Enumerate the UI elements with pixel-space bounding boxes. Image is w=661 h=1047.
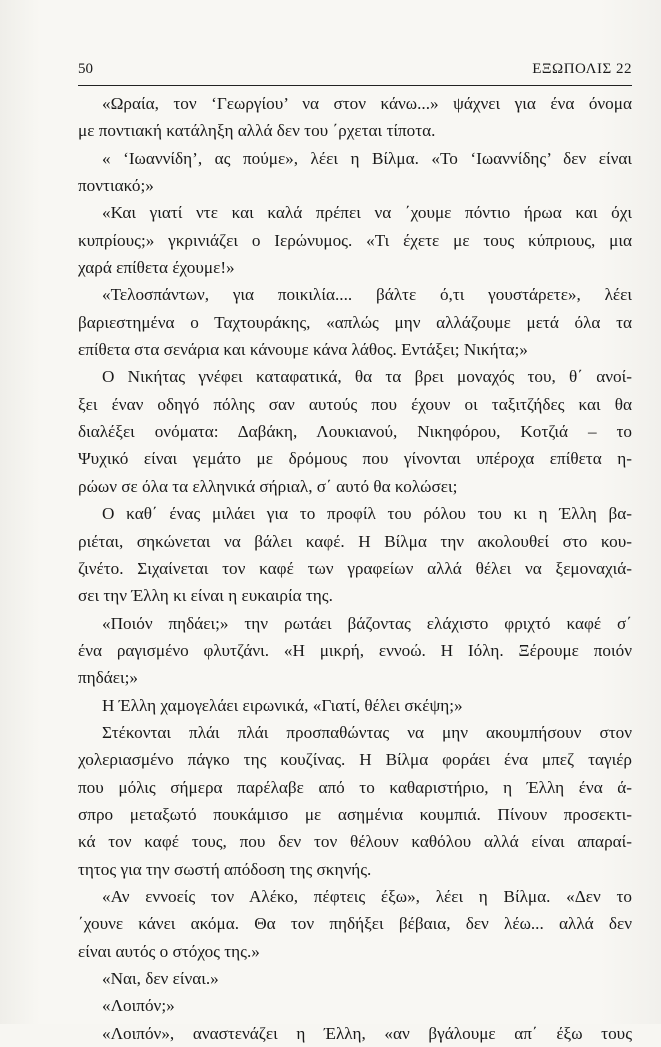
body-text [78,90,632,1047]
text-line: που μόλις σήμερα παρέλαβε από το καθαριστήριο, η Έλλη ένα ά- [78,777,632,797]
text-line: διαλέξει ονόματα: Δαβάκη, Λουκιανού, Νικηφόρου, Κοτζιά – το [78,422,632,442]
text-line: «Λοιπόν», αναστενάζει η Έλλη, «αν βγάλουμε απ΄ έξω τους [102,1023,632,1043]
text-line: πηδάει;» [78,668,138,688]
text-line: επίθετα στα σενάρια και κάνουμε κάνα λάθος. Εντάξει; Νικήτα;» [78,340,528,360]
text-line: τητος για την σωστή απόδοση της σκηνής. [78,859,372,879]
text-line: με ποντιακή κατάληξη αλλά δεν του ΄ρχεται τίποτα. [78,121,436,141]
running-title: ΕΞΩΠΟΛΙΣ 22 [532,61,632,77]
text-line: ριέται, σηκώνεται να βάλει καφέ. Η Βίλμα την ακολουθεί στο κου- [78,531,632,551]
text-line: «Και γιατί ντε και καλά πρέπει να ΄χουμε πόντιο ήρωα και όχι [102,203,632,223]
text-line: Στέκονται πλάι πλάι προσπαθώντας να μην ακουμπήσουν στον [102,722,632,742]
text-line: ρώων σε όλα τα ελληνικά σήριαλ, σ΄ αυτό θα κολώσει; [78,476,458,496]
header-rule [78,85,632,86]
text-line: χολεριασμένο πάγκο της κουζίνας. Η Βίλμα φοράει ένα μπεζ ταγιέρ [78,750,632,770]
page-number: 50 [78,61,93,77]
text-line: κυπρίους;» γκρινιάζει ο Ιερώνυμος. «Τι έχετε με τους κύπριους, μια [78,230,632,250]
text-line: ένα ραγισμένο φλυτζάνι. «Η μικρή, εννοώ. Η Ιόλη. Ξέρουμε ποιόν [78,640,632,660]
text-line: σπρο μεταξωτό πουκάμισο με ασημένια κουμπιά. Πίνουν προσεκτι- [78,804,632,824]
page-header [78,58,632,80]
text-line: Ο Νικήτας γνέφει καταφατικά, θα τα βρει μοναχός του, θ΄ ανοί- [102,367,632,387]
text-line: «Ωραία, τον ‘Γεωργίου’ να στον κάνω...» ψάχνει για ένα όνομα [102,94,632,113]
text-line: Ο καθ΄ ένας μιλάει για το προφίλ του ρόλου του κι η Έλλη βα- [102,504,632,524]
text-line: ξει έναν οδηγό πόλης σαν αυτούς που έχουν οι ταξιτζήδες και θα [78,394,632,414]
text-line: ΄χουνε κάνει ακόμα. Θα τον πηδήξει βέβαια, δεν λέω... αλλά δεν [78,914,632,934]
text-line: ποντιακό;» [78,176,154,196]
text-line: «Ναι, δεν είναι.» [102,969,219,988]
text-line: χαρά επίθετα έχουμε!» [78,258,235,278]
text-line: είναι αυτός ο στόχος της.» [78,941,260,961]
text-line: βαριεστημένα ο Ταχτουράκης, «απλώς μην αλλάζουμε μετά όλα τα [78,312,632,332]
text-line: κά τον καφέ τους, που δεν τον θέλουν καθόλου αλλά είναι απαραί- [78,832,632,852]
text-line: «Αν εννοείς τον Αλέκο, πέφτεις έξω», λέει η Βίλμα. «Δεν το [102,886,632,906]
text-line: «Τελοσπάντων, για ποικιλία.... βάλτε ό,τι γουστάρετε», λέει [102,285,632,305]
text-line: « ‘Ιωαννίδη’, ας πούμε», λέει η Βίλμα. «Το ‘Ιωαννίδης’ δεν είναι [102,148,632,168]
text-line: Η Έλλη χαμογελάει ειρωνικά, «Γιατί, θέλει σκέψη;» [102,695,463,715]
text-line: ζινέτο. Σιχαίνεται τον καφέ των γραφείων αλλά θέλει να ξεμοναχιά- [78,558,632,578]
text-line: σει την Έλλη κι είναι η ευκαιρία της. [78,586,333,606]
text-line: «Ποιόν πηδάει;» την ρωτάει βάζοντας ελάχιστο φριχτό καφέ σ΄ [102,613,632,633]
text-line: «Λοιπόν;» [102,996,175,1016]
text-line: Ψυχικό είναι γεμάτο με δρόμους που γίνονται υπέροχα επίθετα η- [78,449,632,469]
